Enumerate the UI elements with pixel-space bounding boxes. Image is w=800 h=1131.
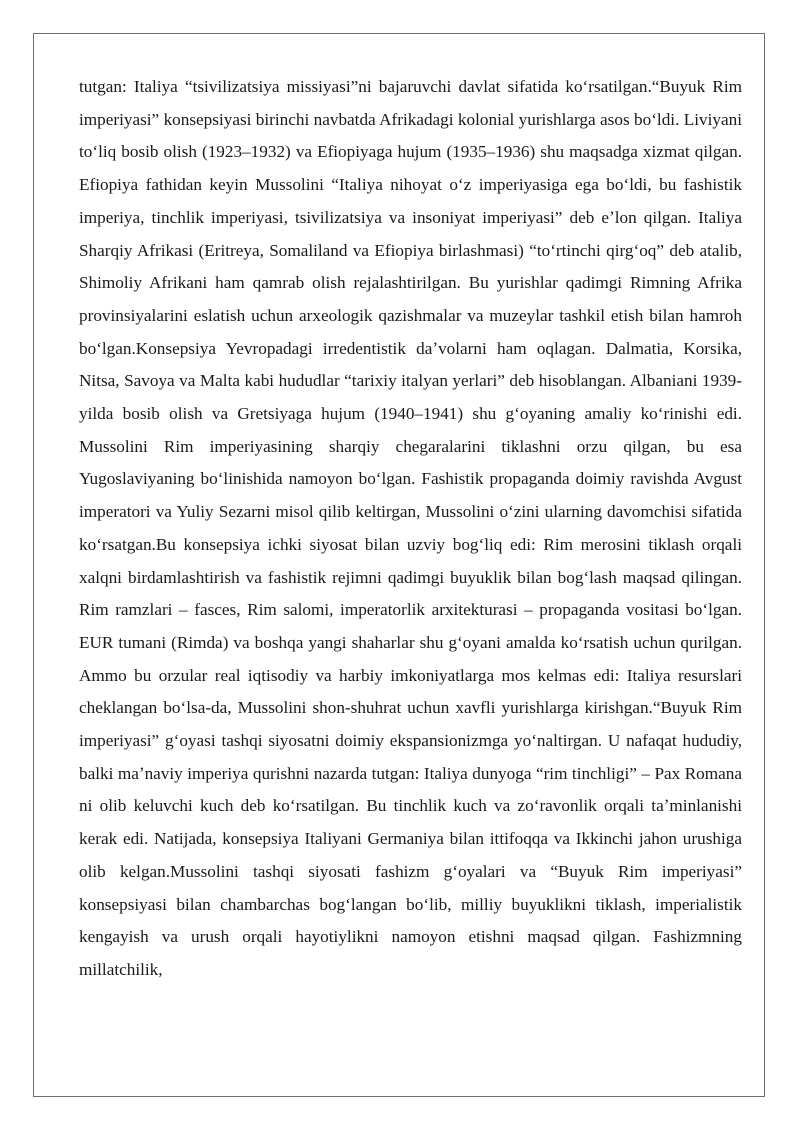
body-paragraph: tutgan: Italiya “tsivilizatsiya missiyasi”ni bajaruvchi davlat sifatida koʻrsatilgan.“Buyuk Rim imperiyasi” konsepsiyasi birinchi navbatda Afrikadagi kolonial yurishlarga asos boʻldi. Liviyani toʻliq bosib olish (1923–1932) va Efiopiyaga hujum (1935–1936) shu maqsadga xizmat qilgan. Efiopiya fathidan keyin Mussolini “Italiya nihoyat oʻz imperiyasiga ega boʻldi, bu fashistik imperiya, tinchlik imperiyasi, tsivilizatsiya va insoniyat imperiyasi” deb eʼlon qilgan. Italiya Sharqiy Afrikasi (Eritreya, Somaliland va Efiopiya birlashmasi) “toʻrtinchi qirgʻoq” deb atalib, Shimoliy Afrikani ham qamrab olish rejalashtirilgan. Bu yurishlar qadimgi Rimning Afrika provinsiyalarini eslatish uchun arxeologik qazishmalar va muzeylar tashkil etish bilan hamroh boʻlgan.Konsepsiya Yevropadagi irredentistik daʼvolarni ham oqlagan. Dalmatia, Korsika, Nitsa, Savoya va Malta kabi hududlar “tarixiy italyan yerlari” deb hisoblangan. Albaniani 1939-yilda bosib olish va Gretsiyaga hujum (1940–1941) shu gʻoyaning amaliy koʻrinishi edi. Mussolini Rim imperiyasining sharqiy chegaralarini tiklashni orzu qilgan, bu esa Yugoslaviyaning boʻlinishida namoyon boʻlgan. Fashistik propaganda doimiy ravishda Avgust imperatori va Yuliy Sezarni misol qilib keltirgan, Mussolini oʻzini ularning davomchisi sifatida koʻrsatgan.Bu konsepsiya ichki siyosat bilan uzviy bogʻliq edi: Rim merosini tiklash orqali xalqni birdamlashtirish va fashistik rejimni qadimgi buyuklik bilan bogʻlash maqsad qilingan. Rim ramzlari – fasces, Rim salomi, imperatorlik arxitekturasi – propaganda vositasi boʻlgan. EUR tumani (Rimda) va boshqa yangi shaharlar shu gʻoyani amalda koʻrsatish uchun qurilgan. Ammo bu orzular real iqtisodiy va harbiy imkoniyatlarga mos kelmas edi: Italiya resurslari cheklangan boʻlsa-da, Mussolini shon-shuhrat uchun xavfli yurishlarga kirishgan.“Buyuk Rim imperiyasi” gʻoyasi tashqi siyosatni doimiy ekspansionizmga yoʻnaltirgan. U nafaqat hududiy, balki maʼnaviy imperiya qurishni nazarda tutgan: Italiya dunyoga “rim tinchligi” – Pax Romana ni olib keluvchi kuch deb koʻrsatilgan. Bu tinchlik kuch va zoʻravonlik orqali taʼminlanishi kerak edi. Natijada, konsepsiya Italiyani Germaniya bilan ittifoqqa va Ikkinchi jahon urushiga olib kelgan.Mussolini tashqi siyosati fashizm gʻoyalari va “Buyuk Rim imperiyasi” konsepsiyasi bilan chambarchas bogʻlangan boʻlib, milliy buyuklikni tiklash, imperialistik kengayish va urush orqali hayotiylikni namoyon etishni maqsad qilgan. Fashizmning millatchilik, bbox=[79, 77, 742, 979]
